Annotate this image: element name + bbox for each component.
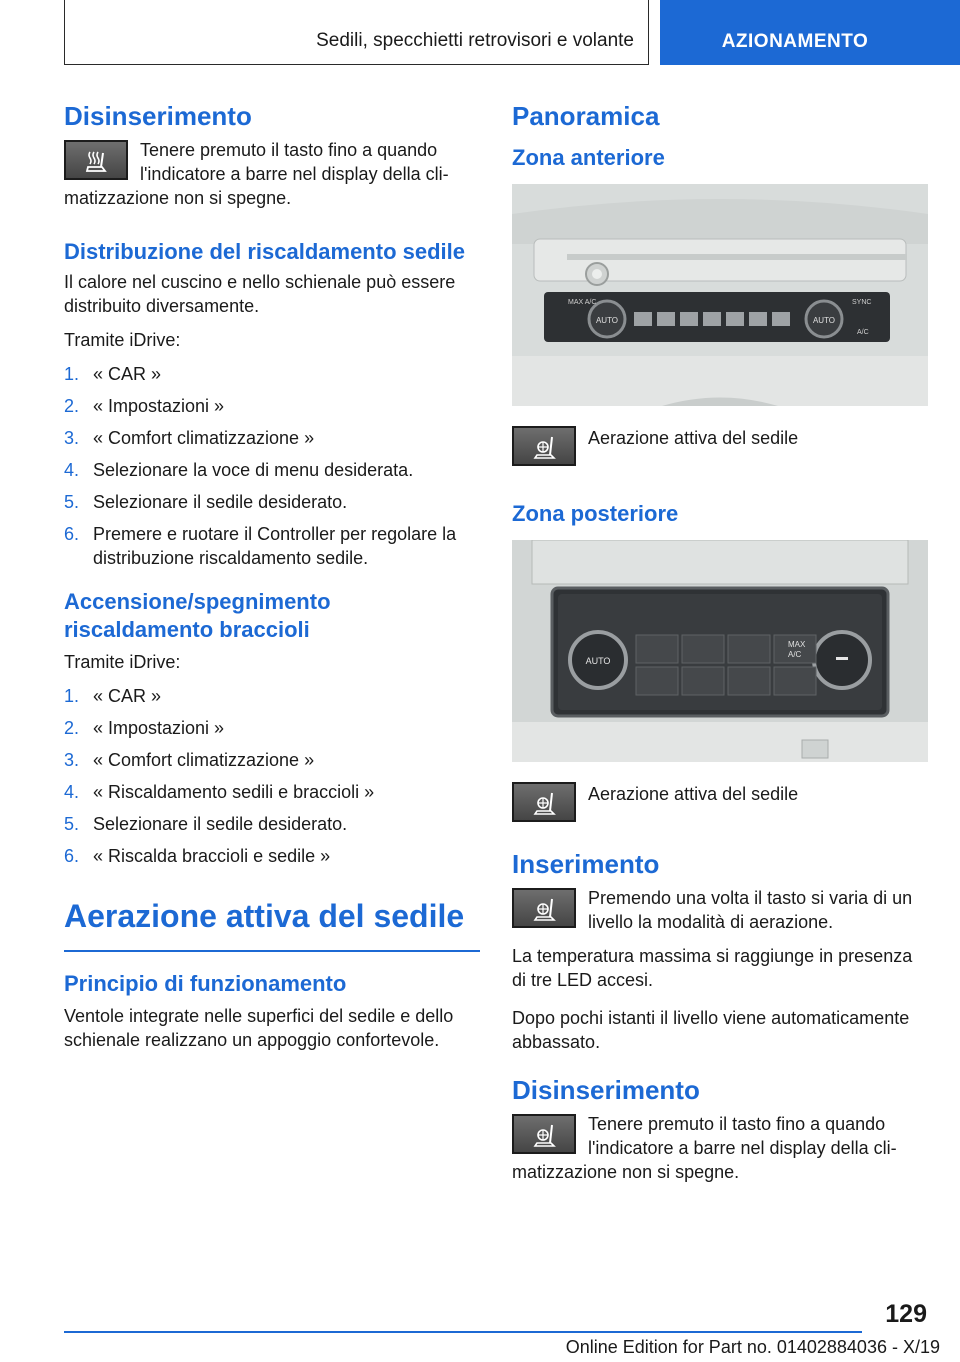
inserimento-text: Premendo una volta il tasto si varia di un livello la modalità di aerazione. xyxy=(588,888,913,932)
front-caption-row xyxy=(512,426,928,470)
steps-list-1 xyxy=(64,362,480,570)
rear-max-label: MAX xyxy=(788,640,806,649)
disinserimento-block xyxy=(64,138,480,220)
page-number: 129 xyxy=(885,1300,927,1328)
list-item: 2. « Impostazioni » xyxy=(64,396,225,416)
list-item: 1. « CAR » xyxy=(64,364,162,384)
steps-list-2 xyxy=(64,684,480,868)
rear-climate-panel-photo xyxy=(512,540,928,762)
front-left-knob-label: AUTO xyxy=(595,316,619,325)
list-item: 3. « Comfort climatizzazione » xyxy=(64,428,315,448)
panoramica-heading: Panoramica xyxy=(512,101,660,131)
principio-text: Ventole integrate nelle superfici del sedile e dello schienale realizzano un appoggio confortevole. xyxy=(64,1006,454,1050)
idrive-label-1: Tramite iDrive: xyxy=(64,330,181,350)
list-item: 1. « CAR » xyxy=(64,686,162,706)
footer-edition: Online Edition for Part no. 01402884036 - X/19 xyxy=(565,1337,940,1357)
seat-ventilation-icon xyxy=(512,426,576,466)
temperatura-text: La temperatura massima si raggiunge in presenza di tre LED accesi. xyxy=(512,946,913,990)
zona-anteriore-heading: Zona anteriore xyxy=(512,145,665,170)
abbassato-text: Dopo pochi istanti il livello viene automaticamente abbassato. xyxy=(512,1008,910,1052)
disinserimento-text: Tenere premuto il tasto fino a quando l'indicatore a barre nel display della climatizzazione non si spegne. xyxy=(64,140,449,208)
front-right-knob-label: AUTO xyxy=(812,316,836,325)
list-item: 6. Premere e ruotare il Controller per regolare la distribuzione riscaldamento sedile. xyxy=(64,524,457,568)
front-max-ac-label: MAX A/C xyxy=(568,299,597,306)
header-section-title: Sedili, specchietti retrovisori e volante xyxy=(316,30,634,51)
header-chapter-label: AZIONAMENTO xyxy=(721,31,869,52)
rear-ac-label: A/C xyxy=(788,650,802,659)
disinserimento-right-block xyxy=(512,1112,928,1194)
list-item: 3. « Comfort climatizzazione » xyxy=(64,750,315,770)
list-item: 5. Selezionare il sedile desiderato. xyxy=(64,492,348,512)
disinserimento-right-heading: Disinserimento xyxy=(512,1075,700,1105)
list-item: 4. Selezionare la voce di menu desiderata. xyxy=(64,460,414,480)
idrive-label-2: Tramite iDrive: xyxy=(64,652,181,672)
list-item: 2. « Impostazioni » xyxy=(64,718,225,738)
aerazione-main-heading: Aerazione attiva del sedile xyxy=(64,894,480,952)
disinserimento-right-text: Tenere premuto il tasto fino a quando l'indicatore a barre nel display della climatizzazione non si spegne. xyxy=(512,1114,897,1182)
header-chapter-tab[interactable] xyxy=(660,0,960,65)
inserimento-block xyxy=(512,886,928,944)
rear-left-knob-label: AUTO xyxy=(585,656,611,666)
left-column xyxy=(64,100,480,1062)
principio-heading: Principio di funzionamento xyxy=(64,971,347,996)
right-column xyxy=(512,100,928,1194)
rear-caption-text: Aerazione attiva del sedile xyxy=(588,784,799,804)
seat-ventilation-icon xyxy=(512,888,576,928)
zona-posteriore-heading: Zona posteriore xyxy=(512,501,679,526)
seat-heating-button-icon xyxy=(64,140,128,180)
front-ac-label: A/C xyxy=(857,329,869,336)
distribuzione-text: Il calore nel cuscino e nello schienale può essere distribuito diversamente. xyxy=(64,272,456,316)
seat-ventilation-icon xyxy=(512,1114,576,1154)
distribuzione-heading: Distribuzione del riscaldamento sedile xyxy=(64,239,465,264)
footer-divider xyxy=(64,1331,862,1333)
front-sync-label: SYNC xyxy=(852,299,872,306)
rear-caption-row xyxy=(512,782,928,826)
disinserimento-heading: Disinserimento xyxy=(64,101,252,131)
braccioli-heading: Accensione/spegnimento riscaldamento braccioli xyxy=(64,589,331,642)
header-section-box xyxy=(64,0,649,65)
front-caption-text: Aerazione attiva del sedile xyxy=(588,428,799,448)
list-item: 4. « Riscaldamento sedili e braccioli » xyxy=(64,782,375,802)
list-item: 6. « Riscalda braccioli e sedile » xyxy=(64,846,331,866)
seat-ventilation-icon xyxy=(512,782,576,822)
front-climate-panel-photo xyxy=(512,184,928,406)
list-item: 5. Selezionare il sedile desiderato. xyxy=(64,814,348,834)
inserimento-heading: Inserimento xyxy=(512,849,660,879)
